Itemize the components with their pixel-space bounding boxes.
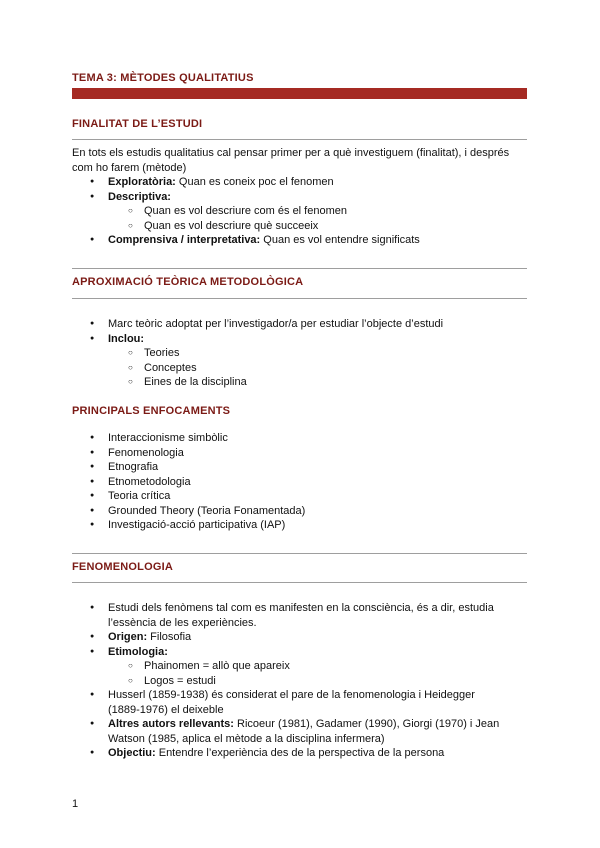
item-label: Origen: [108,631,148,643]
finalitat-intro-line: En tots els estudis qualitatius cal pensar primer per a què investiguem (finalitat), i després [72,147,510,159]
sublist [108,346,532,390]
list-item [72,175,532,190]
list-item [72,601,532,630]
sublist-item: ○ Phainomen = allò que apareix [108,659,532,674]
item-label: Exploratòria: [108,176,176,188]
item-line: Watson (1985, aplica el mètode a la disciplina infermera) [108,732,385,745]
divider [72,139,527,140]
page-number: 1 [72,798,79,810]
list-item: ● Grounded Theory (Teoria Fonamentada) [72,504,532,519]
item-label: Altres autors rellevants: [108,718,234,730]
enfocaments-list [72,431,532,533]
fenomenologia-list [72,601,532,761]
document-title: TEMA 3: MÈTODES QUALITATIUS [72,72,254,84]
sublist-item: ○ Logos = estudi [108,674,532,689]
divider [72,268,527,269]
item-label: Objectiu: [108,747,156,759]
sublist [108,659,532,688]
sublist-item: ○ Quan es vol descriure què succeeix [108,219,532,234]
item-text: Filosofia [147,631,192,643]
list-item [72,746,532,761]
heading-fenomenologia: FENOMENOLOGIA [72,561,173,573]
heading-aproximacio: APROXIMACIÓ TEÒRICA METODOLÒGICA [72,276,304,288]
list-item [72,717,532,746]
item-label: Etimologia: [108,645,168,658]
sublist [108,204,532,233]
title-accent-bar [72,88,527,99]
list-item: ● Marc teòric adoptat per l’investigador/a per estudiar l’objecte d’estudi [72,317,532,332]
item-line: ● Husserl (1859-1938) és considerat el pare de la fenomenologia i Heidegger [108,689,475,701]
item-label: Descriptiva: [108,190,171,203]
item-line: (1889-1976) el deixeble [108,703,224,716]
item-text: Ricoeur (1981), Gadamer (1990), Giorgi (1970) i Jean [233,718,500,730]
list-item: ● Teoria crítica [72,489,532,504]
item-text: Quan es vol entendre significats [260,234,420,246]
finalitat-intro [72,146,532,176]
aproximacio-list [72,317,532,390]
sublist-item: ○ Eines de la disciplina [108,375,532,390]
list-item: ● Etnometodologia [72,475,532,490]
list-item: ● Fenomenologia [72,446,532,461]
list-item [72,233,532,248]
divider [72,582,527,583]
item-label: Inclou: [108,332,145,345]
sublist-item: ○ Teories [108,346,532,361]
item-line: ● Estudi dels fenòmens tal com es manifesten en la consciència, és a dir, estudia [108,602,494,614]
list-item [72,332,532,390]
item-text: Entendre l’experiència des de la perspectiva de la persona [155,747,445,759]
divider [72,298,527,299]
list-item: ● Interaccionisme simbòlic [72,431,532,446]
list-item: ● Etnografia [72,460,532,475]
item-label: Comprensiva / interpretativa: [108,234,261,246]
list-item: ● Investigació-acció participativa (IAP) [72,518,532,533]
heading-enfocaments: PRINCIPALS ENFOCAMENTS [72,405,231,417]
item-line: l’essència de les experiències. [108,616,257,629]
heading-finalitat: FINALITAT DE L’ESTUDI [72,118,203,130]
sublist-item: ○ Conceptes [108,361,532,376]
list-item [72,645,532,689]
list-item [72,190,532,234]
list-item [72,688,532,717]
divider [72,553,527,554]
sublist-item: ○ Quan es vol descriure com és el fenomen [108,204,532,219]
list-item [72,630,532,645]
finalitat-intro-line: com ho farem (mètode) [72,162,187,174]
item-text: Quan es coneix poc el fenomen [175,176,334,188]
finalitat-list [72,175,532,248]
